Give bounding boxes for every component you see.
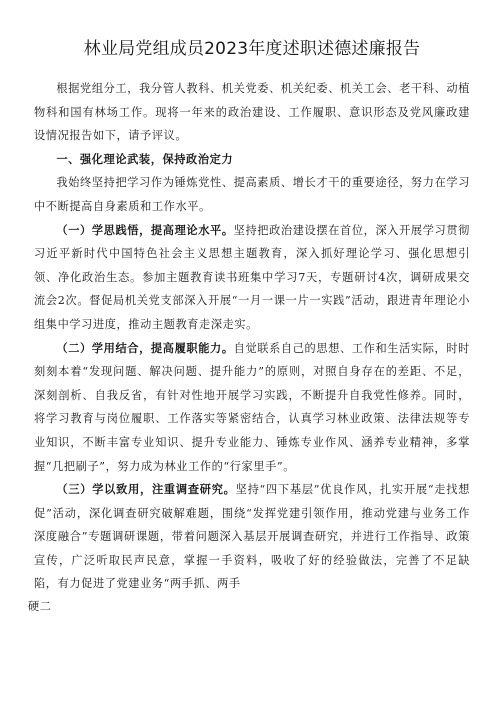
trailing-fragment: 硬二 <box>28 600 52 614</box>
item-3-lead: （三）学以致用，注重调查研究。 <box>56 482 236 497</box>
item-2-lead: （二）学用结合，提高履职能力。 <box>56 340 234 355</box>
item-1-paragraph <box>34 219 470 337</box>
item-1-body: 坚持把政治建设摆在首位，深入开展学习贯彻习近平新时代中国特色社会主义思想主题教育，深入抓好理论学习、强化思想引领、净化政治生态。参加主题教育读书班集中学习7天，专题研讨4次，调研成果交流会2次。督促局机关党支部深入开展“一月一课一片一实践”活动，跟进青年理论小组集中学习进度，推动主题教育走深走实。 <box>34 223 470 331</box>
section-heading: 一、强化理论武装，保持政治定力 <box>56 152 234 166</box>
section-intro-paragraph: 我始终坚持把学习作为锤炼党性、提高素质、增长才干的重要途径，努力在学习中不断提高自身素质和工作水平。 <box>34 176 470 213</box>
item-2-paragraph <box>34 337 470 479</box>
intro-paragraph: 根据党组分工，我分管人教科、机关党委、机关纪委、机关工会、老干科、动植物科和国有林场工作。现将一年来的政治建设、工作履职、意识形态及党风廉政建设情况报告如下，请予评议。 <box>34 82 470 143</box>
item-3-body: 坚持“四下基层”优良作风，扎实开展“走找想促”活动，深化调查研究破解难题，围绕“发挥党建引领作用，推动党建与业务工作深度融合”专题调研课题，带着问题深入基层开展调查研究，并进行工作指导、政策宣传，广泛听取民声民意，掌握一手资料，吸收了好的经验做法，完善了不足缺陷，有力促进了党建业务“两手抓、两手 <box>34 483 470 591</box>
item-1-lead: （一）学思践悟，提高理论水平。 <box>56 222 234 237</box>
item-3-paragraph <box>34 478 470 596</box>
document-title: 林业局党组成员2023年度述职述德述廉报告 <box>83 39 421 59</box>
item-2-body: 自觉联系自己的思想、工作和生活实际，时时刻刻本着“发现问题、解决问题、提升能力”的原则，对照自身存在的差距、不足，深刻剖析、自我反省，有针对性地开展学习实践，不断提升自我党性修养。同时，将学习教育与岗位履职、工作落实等紧密结合，认真学习林业政策、法律法规等专业知识，不断丰富专业知识、提升专业能力、锤炼专业作风、涵养专业精神，多掌握“几把刷子”，努力成为林业工作的“行家里手”。 <box>34 341 470 473</box>
